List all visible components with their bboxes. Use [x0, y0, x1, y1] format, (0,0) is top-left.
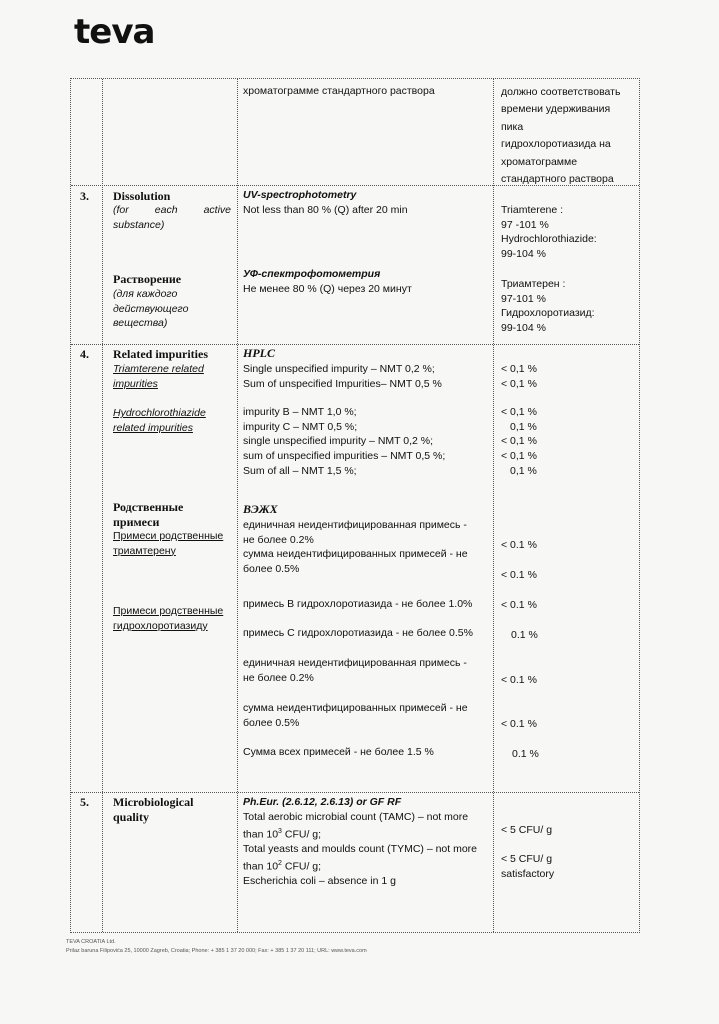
- row4-number: 4.: [80, 347, 89, 361]
- row3-number: 3.: [80, 189, 89, 203]
- row4-spec-ru-impurity-b: примесь В гидрохлоротиазида - не более 1.0%: [243, 598, 473, 610]
- row4-spec-en-hct: impurity B – NMT 1,0 %; impurity C – NMT 0,5 %; single unspecified impurity – NMT 0,2 %; sum of unspecified impurities – NMT 0,5 %; Sum of all – NMT 1,5 %;: [243, 406, 446, 477]
- row5-result-2: < 5 CFU/ g: [501, 853, 553, 865]
- row4-spec-ru-sum: Сумма всех примесей - не более 1.5 %: [243, 746, 434, 758]
- row4-result-ru-6: < 0.1 %: [501, 718, 537, 730]
- row3-sub-en: (for each active substance): [113, 204, 231, 231]
- row4-result-en-hct: < 0,1 % 0,1 % < 0,1 % < 0,1 % 0,1 %: [501, 406, 537, 477]
- row2-spec: хроматограмме стандартного раствора: [243, 85, 435, 97]
- column-divider: [102, 79, 103, 932]
- row3-result-ru: Триамтерен : 97-101 % Гидрохлоротиазид: 99-104 %: [501, 278, 595, 335]
- row5-number: 5.: [80, 795, 89, 809]
- row4-result-ru-1: < 0.1 %: [501, 539, 537, 551]
- row4-result-ru-4: 0.1 %: [511, 629, 538, 641]
- row4-result-ru-5: < 0.1 %: [501, 674, 537, 686]
- row4-spec-ru-2: единичная неидентифицированная примесь - не более 0.2%: [243, 657, 467, 684]
- row2-result: должно соответствовать времени удерживания пика гидрохлоротиазида на хроматограмме стандартного раствора: [501, 86, 621, 186]
- teva-logo: [74, 12, 154, 52]
- logo-text: teva: [74, 12, 155, 52]
- footer-company: TEVA CROATIA Ltd.: [66, 939, 116, 945]
- specification-table: [70, 78, 640, 933]
- column-divider: [237, 79, 238, 932]
- row4-name-en: Related impurities: [113, 347, 208, 361]
- row5-result-1: < 5 CFU/ g: [501, 824, 553, 836]
- row-divider: [71, 344, 639, 345]
- row5-result-3: satisfactory: [501, 868, 555, 880]
- row4-sub-hct-en: Hydrochlorothiazide related impurities: [113, 407, 206, 434]
- row5-method: Ph.Eur. (2.6.12, 2.6.13) or GF RF: [243, 796, 402, 808]
- row4-name-ru: Родственные примеси: [113, 500, 184, 529]
- row3-name-en: Dissolution: [113, 189, 171, 203]
- row4-sub-hct-ru: Примеси родственные гидрохлоротиазиду: [113, 605, 224, 632]
- row4-result-ru-7: 0.1 %: [512, 748, 539, 760]
- row5-name: Microbiological quality: [113, 795, 194, 824]
- row3-method-ru: УФ-спектрофотометрия: [243, 268, 381, 280]
- row3-spec-ru: Не менее 80 % (Q) через 20 минут: [243, 283, 412, 295]
- row4-result-ru-3: < 0.1 %: [501, 599, 537, 611]
- row4-method-en: HPLC: [243, 346, 275, 360]
- row3-result-en: Triamterene : 97 -101 % Hydrochlorothiazide: 99-104 %: [501, 204, 597, 261]
- row4-spec-en-tri: Single unspecified impurity – NMT 0,2 %; Sum of unspecified Impurities– NMT 0,5 %: [243, 363, 442, 390]
- row4-sub-triamterene-en: Triamterene related impurities: [113, 363, 204, 390]
- footer-address: Prilaz baruna Filipovića 25, 10000 Zagreb, Croatia; Phone: + 385 1 37 20 000; Fax: + 385 1 37 20 111; URL: www.teva.com: [66, 948, 367, 954]
- row3-method-en: UV-spectrophotometry: [243, 189, 357, 201]
- row4-method-ru: ВЭЖХ: [243, 502, 278, 516]
- row4-result-en-tri: < 0,1 % < 0,1 %: [501, 363, 537, 390]
- column-divider: [493, 79, 494, 932]
- row3-name-ru: Растворение: [113, 272, 182, 286]
- row-divider: [71, 792, 639, 793]
- row5-spec: Total aerobic microbial count (TAMC) – not more than $10^3$ CFU/ g; Total yeasts and moulds count (TYMC) – not more than $10^2$ CFU/ g; Escherichia coli – absence in 1 g: [243, 811, 478, 887]
- row4-sub-triamterene-ru: Примеси родственные триамтерену: [113, 530, 224, 557]
- row3-spec-en: Not less than 80 % (Q) after 20 min: [243, 204, 408, 216]
- row4-spec-ru-1: единичная неидентифицированная примесь - не более 0.2% сумма неидентифицированных примесей - не более 0.5%: [243, 519, 468, 576]
- row4-spec-ru-impurity-c: примесь С гидрохлоротиазида - не более 0.5%: [243, 627, 473, 639]
- row4-result-ru-2: < 0.1 %: [501, 569, 537, 581]
- row3-sub-ru: (для каждого действующего вещества): [113, 288, 189, 330]
- row4-spec-ru-3: сумма неидентифицированных примесей - не более 0.5%: [243, 702, 468, 729]
